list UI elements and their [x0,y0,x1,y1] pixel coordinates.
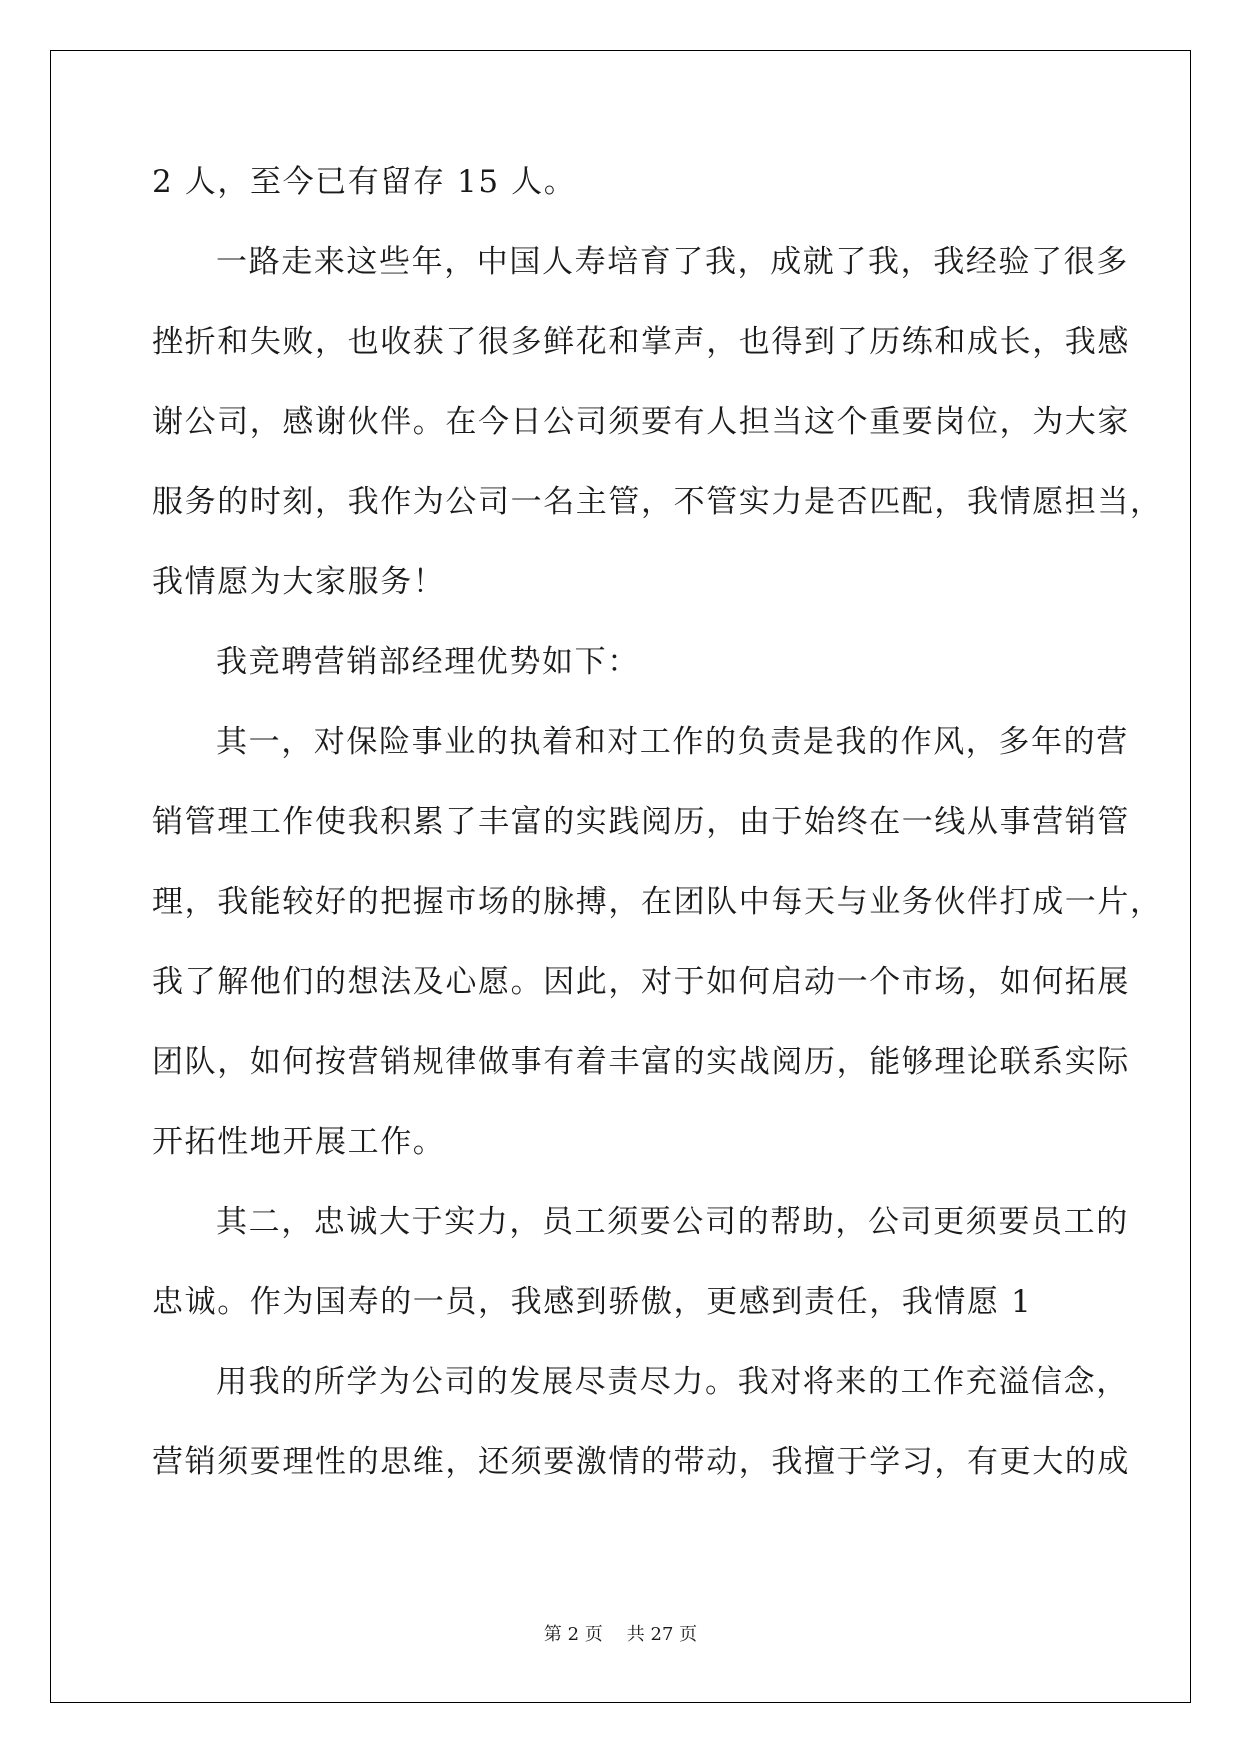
text-line-8: 其一，对保险事业的执着和对工作的负责是我的作风，多年的营 [216,724,1129,760]
text-line-2: 一路走来这些年，中国人寿培育了我，成就了我，我经验了很多 [216,244,1129,280]
text-line-4: 谢公司，感谢伙伴。在今日公司须要有人担当这个重要岗位，为大家 [152,404,1130,440]
text-line-15: 忠诚。作为国寿的一员，我感到骄傲，更感到责任，我情愿 1 [152,1284,1033,1320]
text-line-10: 理，我能较好的把握市场的脉搏，在团队中每天与业务伙伴打成一片， [152,884,1163,920]
text-line-13: 开拓性地开展工作。 [152,1124,446,1160]
text-line-17: 营销须要理性的思维，还须要激情的带动，我擅于学习，有更大的成 [152,1444,1130,1480]
text-line-16: 用我的所学为公司的发展尽责尽力。我对将来的工作充溢信念， [216,1364,1129,1400]
text-line-5: 服务的时刻，我作为公司一名主管，不管实力是否匹配，我情愿担当， [152,484,1163,520]
text-line-3: 挫折和失败，也收获了很多鲜花和掌声，也得到了历练和成长，我感 [152,324,1130,360]
text-line-7: 我竞聘营销部经理优势如下： [216,644,640,680]
page-footer [0,1620,1241,1646]
text-line-1: 2 人，至今已有留存 15 人。 [152,164,577,200]
document-body [152,142,1163,1502]
text-line-9: 销管理工作使我积累了丰富的实践阅历，由于始终在一线从事营销管 [152,804,1130,840]
page-number-current: 第 2 页 [543,1624,603,1645]
text-line-11: 我了解他们的想法及心愿。因此，对于如何启动一个市场，如何拓展 [152,964,1130,1000]
text-line-14: 其二，忠诚大于实力，员工须要公司的帮助，公司更须要员工的 [216,1204,1129,1240]
page-number-total: 共 27 页 [626,1624,698,1645]
text-line-12: 团队，如何按营销规律做事有着丰富的实战阅历，能够理论联系实际 [152,1044,1130,1080]
text-line-6: 我情愿为大家服务！ [152,564,446,600]
